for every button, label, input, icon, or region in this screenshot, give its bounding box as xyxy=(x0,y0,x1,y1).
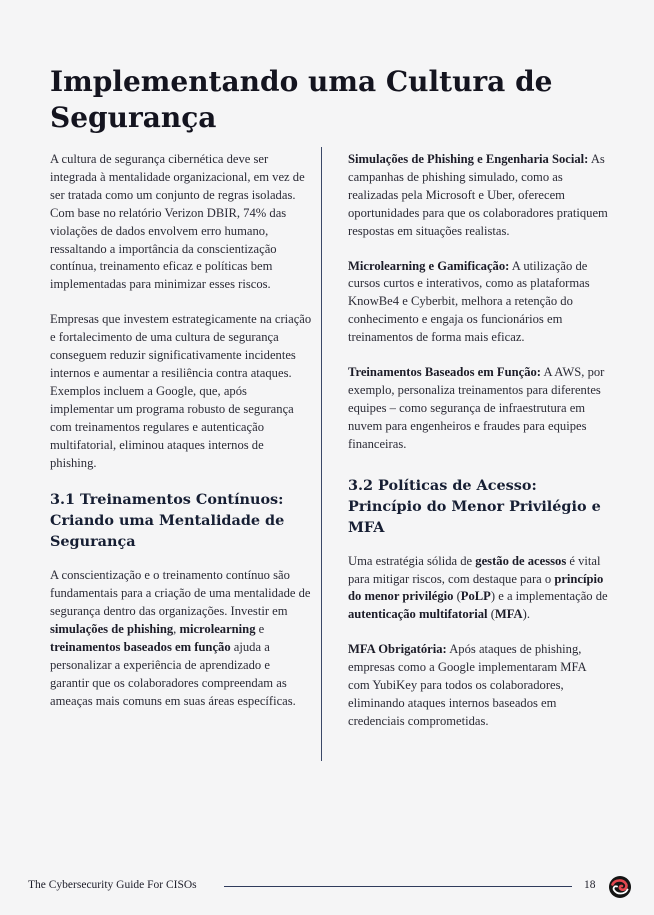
section-3-2-heading: 3.2 Políticas de Acesso: Princípio do Menor Privilégio e MFA xyxy=(348,476,601,536)
footer-title: The Cybersecurity Guide For CISOs xyxy=(28,879,197,891)
microlearning-item: Microlearning e Gamificação: A utilização de cursos curtos e interativos, como as plataformas KnowBe4 e Cyberbit, melhora a retenção do conhecimento e engaja os funcionários em treinamentos de forma mais eficaz. xyxy=(348,258,590,345)
page-title: Implementando uma Cultura de Segurança xyxy=(50,65,553,134)
page-footer xyxy=(28,876,634,896)
intro-paragraph: A cultura de segurança cibernética deve ser integrada à mentalidade organizacional, em vez de ser tratada como um conjunto de regras isoladas. Com base no relatório Verizon DBIR, 74% das violações de dados envolvem erro humano, ressaltando a importância da conscientização contínua, treinamento eficaz e políticas bem implementadas para minimizar esses riscos. xyxy=(50,152,305,292)
brand-swirl-icon xyxy=(608,875,632,899)
column-divider xyxy=(321,147,322,761)
culture-paragraph: Empresas que investem estrategicamente na criação e fortalecimento de uma cultura de segurança conseguem reduzir significativamente incidentes internos e aumentar a resiliência contra ataques. Exemplos incluem a Google, que, após implementar um programa robusto de segurança com treinamentos regulares e autenticação multifatorial, eliminou ataques internos de phishing. xyxy=(50,312,312,470)
access-strategy-paragraph: Uma estratégia sólida de gestão de acessos é vital para mitigar riscos, com destaque para o princípio do menor privilégio (PoLP) e a implementação de autenticação multifatorial (MFA). xyxy=(348,553,608,622)
right-column xyxy=(348,151,608,748)
footer-rule xyxy=(224,886,572,887)
phishing-simulation-item: Simulações de Phishing e Engenharia Social: As campanhas de phishing simulado, como as realizadas pela Microsoft e Uber, oferecem oportunidades para que os colaboradores pratiquem respostas em situações realistas. xyxy=(348,152,608,238)
section-3-1-heading: 3.1 Treinamentos Contínuos: Criando uma Mentalidade de Segurança xyxy=(50,491,285,551)
mfa-mandatory-item: MFA Obrigatória: Após ataques de phishing, empresas como a Google implementaram MFA com YubiKey para todos os colaboradores, eliminando ataques internos baseados em credenciais comprometidas. xyxy=(348,642,586,728)
role-based-training-item: Treinamentos Baseados em Função: A AWS, por exemplo, personaliza treinamentos para diferentes equipes – como segurança de infraestrutura em nuvem para engenheiros e fraudes para equipes financeiras. xyxy=(348,365,605,451)
left-column xyxy=(50,151,312,728)
training-paragraph: A conscientização e o treinamento contínuo são fundamentais para a criação de uma mentalidade de segurança dentro das organizações. Investir em simulações de phishing, microlearning e treinamentos baseados em função ajuda a personalizar a experiência de aprendizado e garantir que os colaboradores compreendam as ameaças mais comuns em suas áreas específicas. xyxy=(50,568,311,708)
page-number: 18 xyxy=(584,879,596,891)
